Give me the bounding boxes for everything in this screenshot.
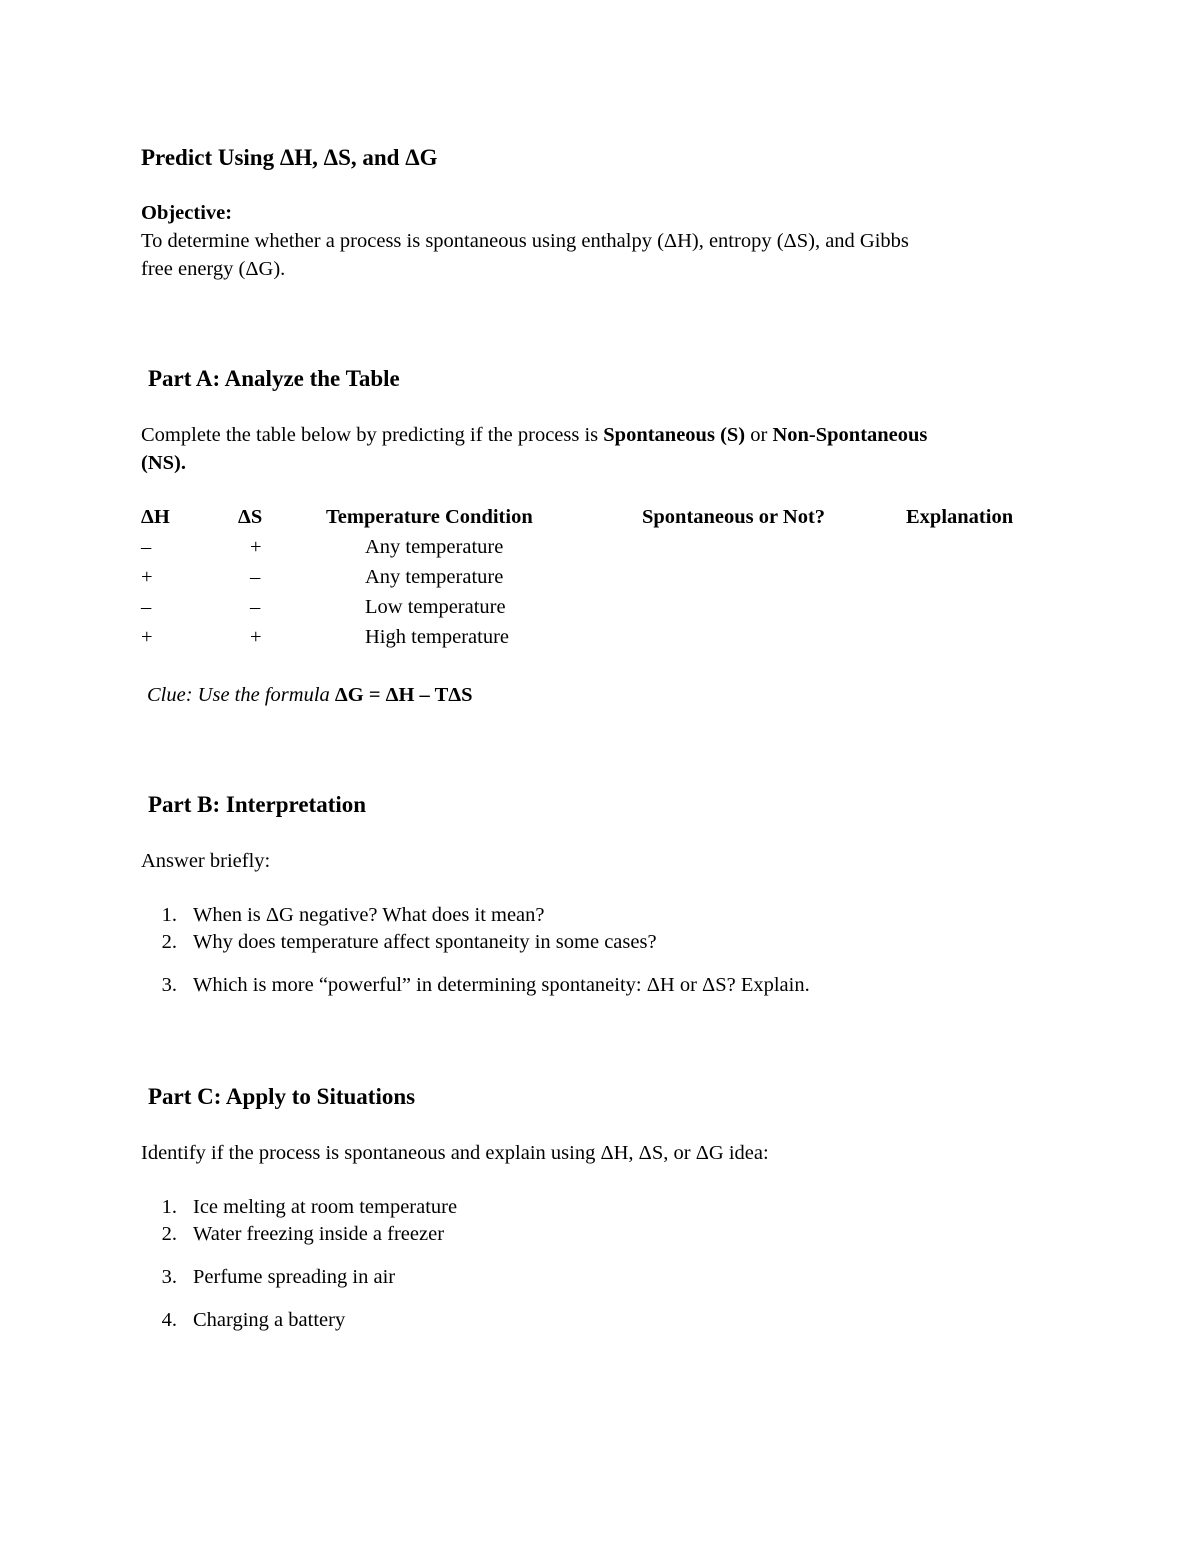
col-header-temperature: Temperature Condition <box>326 506 533 528</box>
clue-formula: ΔG = ΔH – TΔS <box>334 684 473 706</box>
list-item: 2. Water freezing inside a freezer <box>161 1223 445 1245</box>
clue <box>147 682 473 709</box>
part-b-heading: Part B: Interpretation <box>148 792 367 817</box>
objective-line-1: To determine whether a process is spontaneous using enthalpy (ΔH), entropy (ΔS), and Gibbs <box>141 230 909 252</box>
part-c-heading: Part C: Apply to Situations <box>148 1084 416 1109</box>
col-header-spontaneous: Spontaneous or Not? <box>642 506 826 528</box>
table-cell-temp: Low temperature <box>365 596 506 618</box>
table-cell-temp: Any temperature <box>365 566 504 588</box>
table-cell-dh: + <box>141 626 153 648</box>
table-cell-ds: – <box>250 596 261 618</box>
table-cell-temp: Any temperature <box>365 536 504 558</box>
part-a-intro-or: or <box>745 424 773 446</box>
part-c-intro: Identify if the process is spontaneous and explain using ΔH, ΔS, or ΔG idea: <box>141 1142 769 1164</box>
part-a-intro-line-1 <box>141 422 927 449</box>
clue-label: Clue: Use the formula <box>147 684 335 706</box>
page-title: Predict Using ΔH, ΔS, and ΔG <box>141 145 438 170</box>
part-a-intro-nonspontaneous: Non-Spontaneous <box>772 424 928 446</box>
part-a-intro-text: Complete the table below by predicting if the process is <box>141 424 604 446</box>
table-cell-dh: – <box>141 536 152 558</box>
objective-line-2: free energy (ΔG). <box>141 258 286 280</box>
list-item: 4. Charging a battery <box>161 1309 346 1331</box>
objective-label: Objective: <box>141 202 233 224</box>
part-b-intro: Answer briefly: <box>141 850 271 872</box>
part-a-intro-spontaneous: Spontaneous (S) <box>603 424 746 446</box>
list-item: 3. Which is more “powerful” in determining spontaneity: ΔH or ΔS? Explain. <box>161 974 810 996</box>
table-cell-ds: + <box>250 626 262 648</box>
col-header-dh: ΔH <box>141 506 170 528</box>
table-cell-ds: – <box>250 566 261 588</box>
part-a-heading: Part A: Analyze the Table <box>148 366 400 391</box>
col-header-explanation: Explanation <box>906 506 1014 528</box>
col-header-ds: ΔS <box>238 506 263 528</box>
list-item: 2. Why does temperature affect spontaneity in some cases? <box>161 931 657 953</box>
table-cell-ds: + <box>250 536 262 558</box>
part-a-intro-ns: (NS). <box>141 452 186 474</box>
table-cell-dh: – <box>141 596 152 618</box>
table-cell-temp: High temperature <box>365 626 510 648</box>
list-item: 3. Perfume spreading in air <box>161 1266 396 1288</box>
list-item: 1. When is ΔG negative? What does it mean? <box>161 904 545 926</box>
list-item: 1. Ice melting at room temperature <box>161 1196 458 1218</box>
table-cell-dh: + <box>141 566 153 588</box>
